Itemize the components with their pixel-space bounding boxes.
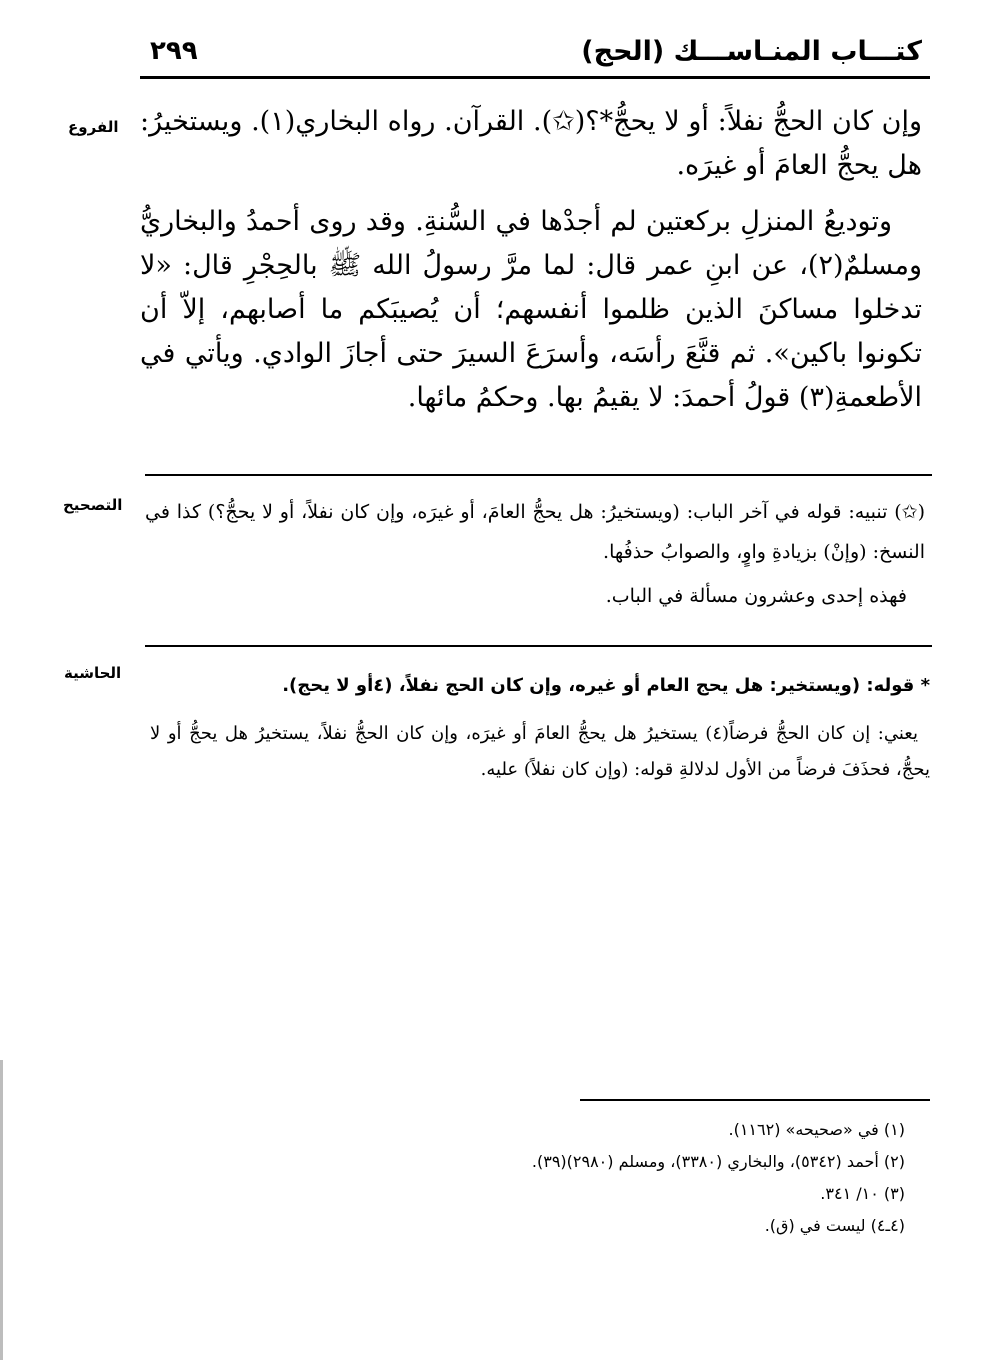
footnote-rule: [580, 1099, 930, 1101]
tashih-paragraph-1: (✩) تنبيه: قوله في آخر الباب: (ويستخيرُ: هل يحجُّ العامَ، أو غيرَه، وإن كان نفلاً، أو لا يحجُّ؟) كذا في النسخ: (وإنْ) بزيادةِ واوٍ، والصوابُ حذفُها.: [145, 501, 925, 563]
side-label-furu: الفروع: [68, 118, 119, 136]
side-label-hashiya: الحاشية: [64, 664, 122, 682]
hashiya-section: [150, 668, 930, 788]
footnotes: [300, 1114, 905, 1242]
tashih-section: [145, 492, 925, 616]
footnote: (٣) ١٠/ ٣٤١.: [820, 1184, 905, 1203]
running-title: كتـــاب المنـاســـك (الحج): [581, 36, 922, 67]
section-rule: [145, 474, 932, 476]
main-paragraph-1: وإن كان الحجُّ نفلاً: أو لا يحجُّ*؟(✩). القرآن. رواه البخاري(١). ويستخيرُ: هل يحجُّ العامَ أو غيرَه.: [140, 106, 922, 181]
header-rule: [140, 76, 930, 79]
main-paragraph-2: وتوديعُ المنزلِ بركعتين لم أجدْها في السُّنةِ. وقد روى أحمدُ والبخاريُّ ومسلمٌ(٢)، عن ابنِ عمر قال: لما مرَّ رسولُ الله ﷺ بالحِجْرِ قال: «لا تدخلوا مساكنَ الذين ظلموا أنفسهم؛ أن يُصيبَكم ما أصابهم، إلاّ أن تكونوا باكين». ثم قنَّعَ رأسَه، وأسرَعَ السيرَ حتى أجازَ الوادي. ويأتي في الأطعمةِ(٣) قولُ أحمدَ: لا يقيمُ بها. وحكمُ مائها.: [140, 206, 922, 413]
footnote: (١) في «صحيحه» (١١٦٢).: [728, 1120, 905, 1139]
main-text: [140, 100, 922, 420]
footnote: (٢) أحمد (٥٣٤٢)، والبخاري (٣٣٨٠)، ومسلم (٢٩٨٠)(٣٩).: [531, 1152, 905, 1171]
tashih-paragraph-2: فهذه إحدى وعشرون مسألة في الباب.: [605, 585, 907, 607]
page-header: [140, 30, 922, 70]
section-rule: [145, 645, 932, 647]
side-label-tashih: التصحيح: [63, 496, 123, 514]
page-edge-shadow: [0, 1060, 3, 1360]
footnote: (٤ـ٤) ليست في (ق).: [764, 1216, 905, 1235]
page-number: ٢٩٩: [150, 36, 198, 66]
hashiya-paragraph: يعني: إن كان الحجُّ فرضاً(٤) يستخيرُ هل يحجُّ العامَ أو غيرَه، وإن كان الحجُّ نفلاً، يستخيرُ هل يحجُّ أو لا يحجُّ، فحذَفَ فرضاً من الأول لدلالةِ قوله: (وإن كان نفلاً) عليه.: [150, 723, 930, 780]
hashiya-heading: * قوله: (ويستخير: هل يحج العام أو غيره، وإن كان الحج نفلاً، (٤أو لا يحج).: [282, 675, 930, 696]
